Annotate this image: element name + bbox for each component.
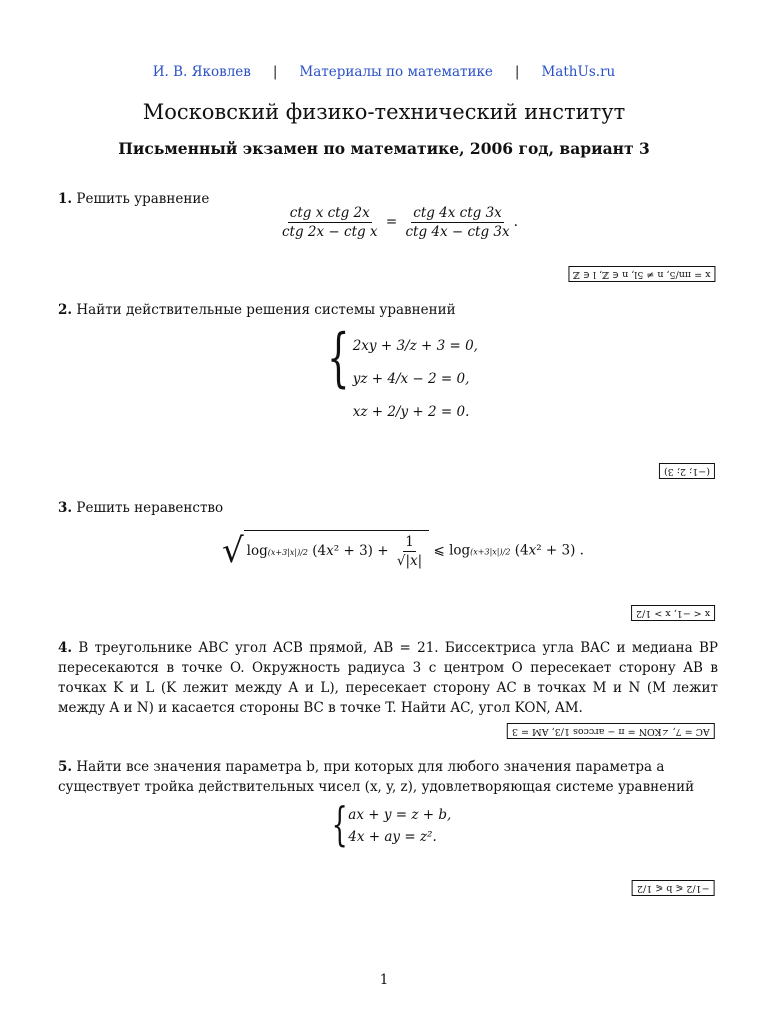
page-title: Московский физико-технический институт (142, 100, 626, 124)
answer-box-3: x < −1, x > 1/2 (631, 605, 715, 621)
problem-number: 5. (58, 759, 73, 775)
fraction-numerator: ctg 4x ctg 3x (413, 205, 502, 221)
problem-text: Найти действительные решения системы уравнений (76, 302, 456, 318)
problem-number: 3. (58, 500, 73, 516)
page-number: 1 (379, 972, 389, 988)
system-equation-2: 4x + ay = z². (348, 829, 437, 845)
problem-5 (58, 757, 718, 797)
left-brace: { (331, 797, 348, 851)
problem-text: Решить уравнение (76, 191, 210, 207)
left-brace: { (327, 321, 350, 395)
page-subtitle: Письменный экзамен по математике, 2006 год, вариант 3 (118, 139, 650, 158)
system-equation-1: 2xy + 3/z + 3 = 0, (352, 338, 478, 354)
header-separator-1: | (272, 64, 278, 80)
equation-left-fraction (280, 204, 380, 241)
problem-3 (58, 498, 718, 518)
answer-box-1: x = πn/5, n ≠ 5l, n ∈ ℤ, l ∈ ℤ (568, 266, 715, 282)
problem-2 (58, 300, 718, 320)
equals-sign: = (385, 214, 398, 230)
fraction-numerator: ctg x ctg 2x (289, 205, 370, 221)
site-link[interactable]: MathUs.ru (541, 64, 616, 80)
header-separator-2: | (514, 64, 520, 80)
fraction-denominator: ctg 2x − ctg x (282, 224, 378, 240)
system-equation-1: ax + y = z + b, (348, 807, 452, 823)
problem-number: 4. (58, 640, 73, 656)
problem-text: Найти все значения параметра b, при которых для любого значения параметра a существует тройка действительных чисел (x, y, z), удовлетворяющая системе уравнений (58, 759, 695, 795)
system-equation-2: yz + 4/x − 2 = 0, (352, 371, 470, 387)
equation-right-fraction (403, 204, 511, 241)
problem-number: 1. (58, 191, 73, 207)
materials-link[interactable]: Материалы по математике (299, 64, 493, 80)
problem-text: В треугольнике ABC угол ACB прямой, AB = 21. Биссектриса угла BAC и медиана BP пересекаются в точке O. Окружность радиуса 3 с центром O пересекает сторону AB в точках K и L (K лежит между A и L), пересекает сторону AC в точках M и N (M лежит между A и N) и касается стороны BC в точке T. Найти AC, угол KON, AM. (58, 640, 718, 716)
header-links (0, 64, 768, 80)
problem-1-equation: $\frac{\text{ctg x ctg 2x}}{\text{ctg 2x − ctg x}}$ = $\frac{\text{ctg 4x ctg 3x}}{\text{ctg 4x − ctg 3x}}$ . (282, 205, 518, 240)
problem-number: 2. (58, 302, 73, 318)
answer-box-2: (−1; 2; 3) (659, 463, 715, 479)
answer-box-4: AC = 7, ∠KON = π − arccos 1/3, AM = 3 (507, 723, 715, 739)
answer-box-5: −1/2 ⩽ b ⩽ 1/2 (632, 880, 715, 896)
problem-5-system (325, 797, 452, 851)
problem-3-inequality: √ log(x+3|x|)/2 (4x² + 3) + $\frac{1}{√|x|}$ ⩽ log(x+3|x|)/2 (4x² + 3) . (222, 531, 584, 571)
problem-4 (58, 638, 718, 718)
author-link[interactable]: И. В. Яковлев (152, 64, 251, 80)
system-equation-3: xz + 2/y + 2 = 0. (352, 404, 470, 420)
problem-2-system (318, 321, 478, 429)
problem-text: Решить неравенство (76, 500, 224, 516)
fraction-denominator: ctg 4x − ctg 3x (405, 224, 510, 240)
